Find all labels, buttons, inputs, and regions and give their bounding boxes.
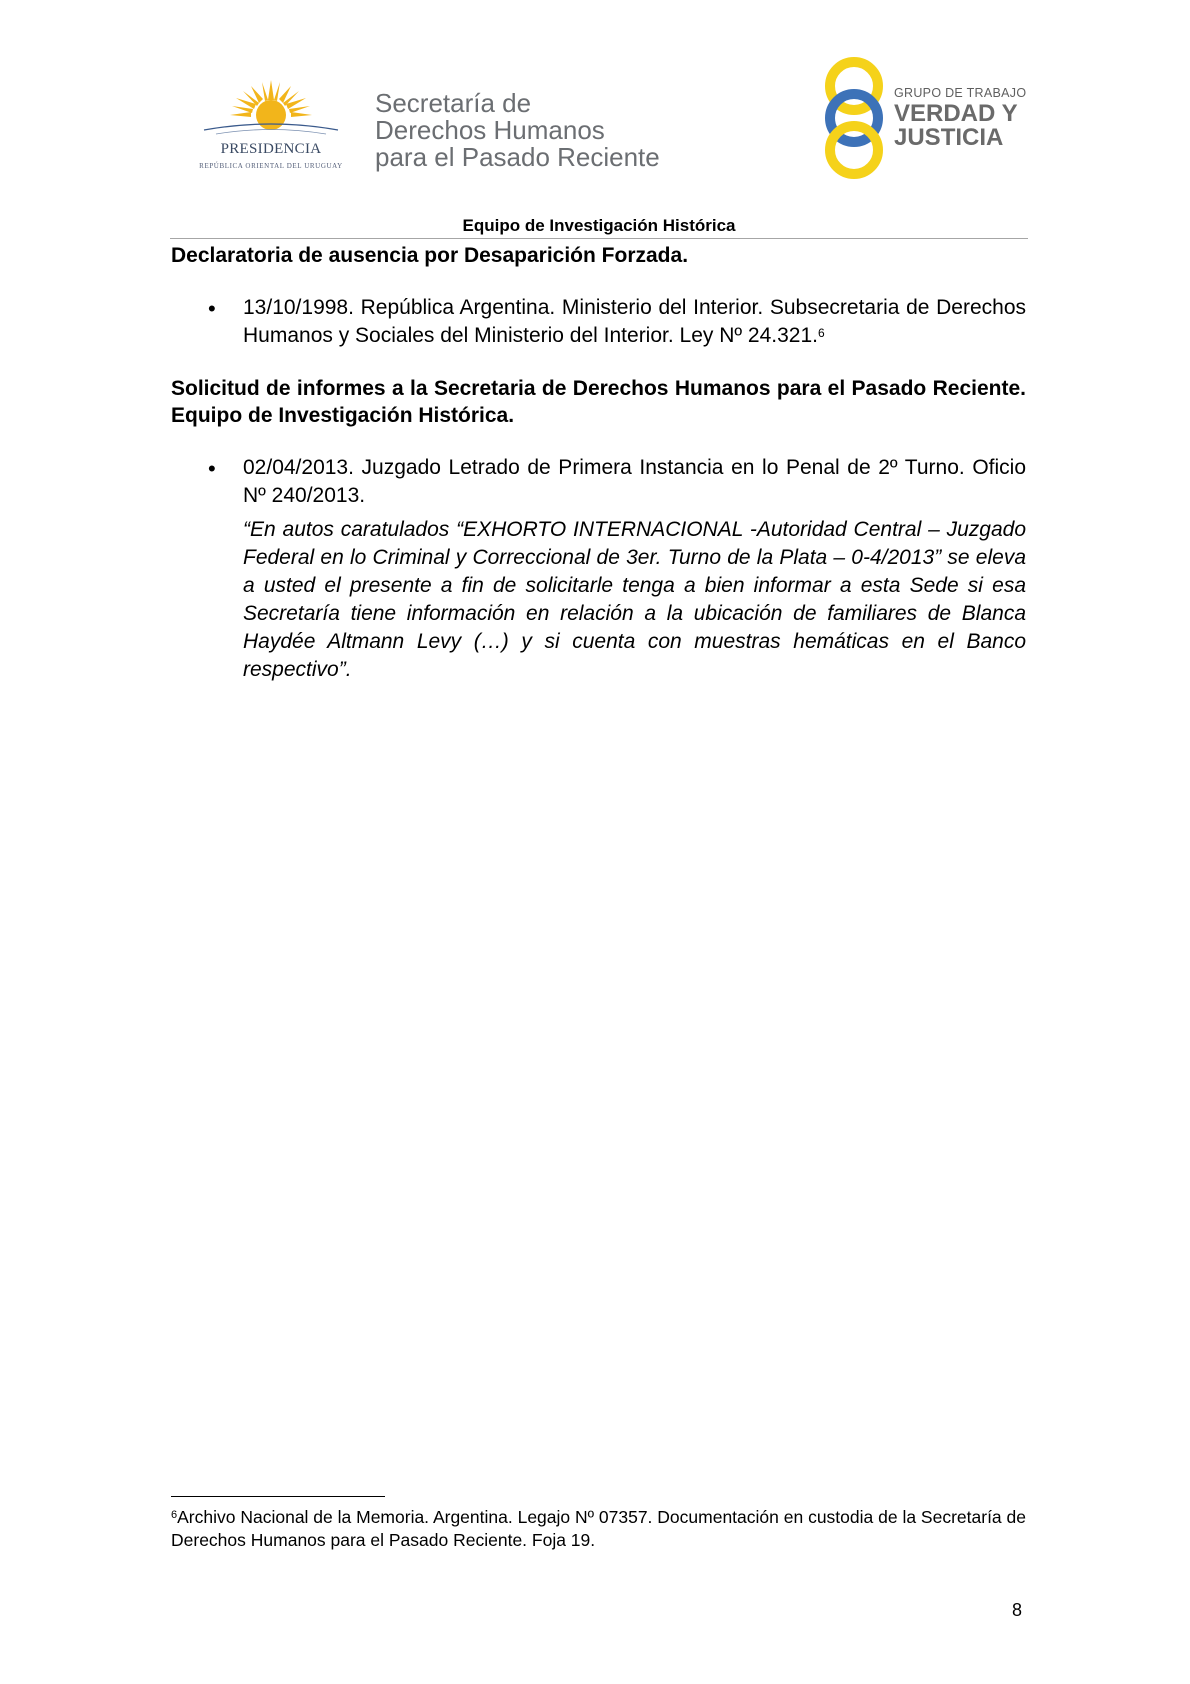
footnote-reference: 6 [817, 326, 825, 340]
secretaria-logo-text [375, 90, 660, 171]
footnote [171, 1506, 1026, 1552]
header-divider [170, 238, 1028, 239]
bullet-icon: • [208, 296, 216, 321]
vyj-big-line-2: JUSTICIA [894, 124, 1004, 151]
vyj-big-line-1: VERDAD Y [894, 100, 1018, 127]
page-number: 8 [1012, 1600, 1023, 1620]
section-1-item [243, 294, 1026, 350]
verdad-y-justicia-logo [818, 56, 1028, 182]
presidencia-subtitle: REPÚBLICA ORIENTAL DEL URUGUAY [199, 162, 343, 170]
secretaria-line-2: Derechos Humanos [375, 115, 605, 145]
vyj-big-text [894, 102, 1018, 150]
section-1-item-text: 13/10/1998. República Argentina. Ministerio del Interior. Subsecretaria de Derechos Humanos y Sociales del Ministerio del Interior. Ley Nº 24.321. [243, 296, 1026, 347]
interlocked-rings-icon [818, 56, 890, 182]
sun-emblem-icon [196, 78, 346, 148]
section-2-heading: Solicitud de informes a la Secretaria de Derechos Humanos para el Pasado Reciente. Equipo de Investigación Histórica. [171, 377, 1026, 427]
footnote-number: 6 [171, 1509, 178, 1521]
section-2-item: 02/04/2013. Juzgado Letrado de Primera Instancia en lo Penal de 2º Turno. Oficio Nº 240/2013. [243, 456, 1026, 507]
section-2-quote: “En autos caratulados “EXHORTO INTERNACIONAL -Autoridad Central – Juzgado Federal en lo Criminal y Correccional de 3er. Turno de la Plata – 0-4/2013” se eleva a usted el presente a fin de solicitarle tenga a bien informar a esta Sede si esa Secretaría tiene información en relación a la ubicación de familiares de Blanca Haydée Altmann Levy (…) y si cuenta con muestras hemáticas en el Banco respectivo”. [243, 518, 1026, 681]
secretaria-line-1: Secretaría de [375, 88, 532, 118]
footnote-text: Archivo Nacional de la Memoria. Argentina. Legajo Nº 07357. Documentación en custodia de la Secretaría de Derechos Humanos para el Pasado Reciente. Foja 19. [171, 1507, 1026, 1550]
section-1-heading: Declaratoria de ausencia por Desaparición Forzada. [171, 244, 689, 267]
presidencia-logo [196, 78, 346, 178]
running-head: Equipo de Investigación Histórica [462, 216, 736, 235]
presidencia-name: PRESIDENCIA [220, 141, 322, 157]
footnote-divider [171, 1496, 385, 1497]
bullet-icon: • [208, 456, 216, 481]
vyj-small-text: GRUPO DE TRABAJO [894, 86, 1027, 100]
secretaria-line-3: para el Pasado Reciente [375, 142, 660, 172]
